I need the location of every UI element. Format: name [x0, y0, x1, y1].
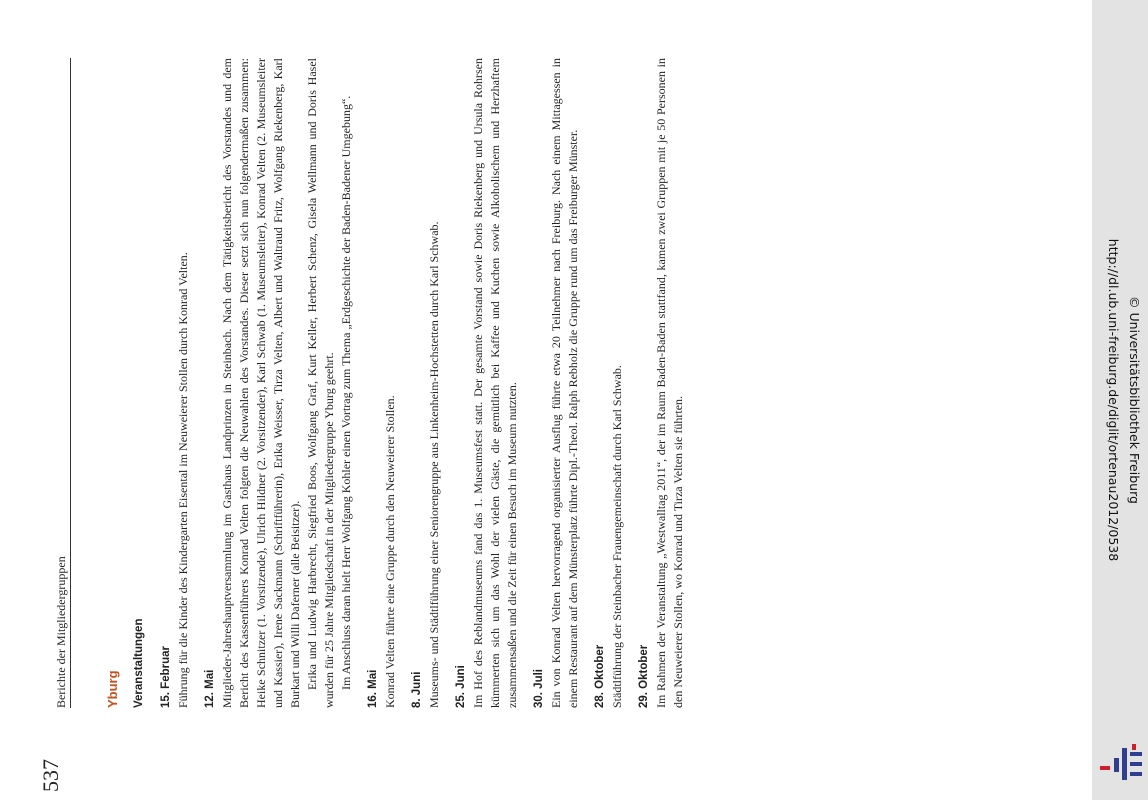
- source-url-link[interactable]: http://dl.ub.uni-freiburg.de/diglit/ortenau2012/0538: [1106, 238, 1121, 562]
- event-text: Im Rahmen der Veranstaltung „Westwalltag 2011“, der im Raum Baden-Baden stattfand, kamen zwei Gruppen mit je 50 Personen in den Neuweierer Stollen, wo Konrad und Tirza Velten sie führten.: [654, 58, 685, 708]
- event-date: 25. Juni: [455, 665, 467, 708]
- event-entry: [409, 58, 443, 708]
- event-entry: [592, 58, 626, 708]
- event-text: Mitglieder-Jahreshauptversammlung im Gasthaus Landprinzen in Steinbach. Nach dem Tätigkeitsbericht des Vorstandes und dem Bericht des Kassenführers Konrad Velten folgten die Neuwahlen des Vorstandes. Dieser setzt sich nun folgendermaßen zusammen: Heike Schnitzer (1. Vorsitzende), Ulrich Hildner (2. Vorsitzender), Karl Schwab (1. Museumsleiter), Konrad Velten (2. Museumsleiter und Kassier), Irene Sackmann (Schriftführerin), Erika Weisser, Tirza Velten, Albert und Waltraud Fritz, Wolfgang Riekenberg, Karl Burkart und Willi Daferner (alle Beisitzer).: [220, 58, 302, 708]
- event-entry: [636, 58, 687, 708]
- event-date: 12. Mai: [204, 669, 216, 708]
- event-text: Im Anschluss daran hielt Herr Wolfgang Kohler einen Vortrag zum Thema „Erdgeschichte der Baden-Badener Umgebung“.: [339, 95, 353, 690]
- event-text: Städtlführung der Steinbacher Frauengemeinschaft durch Karl Schwab.: [610, 365, 624, 708]
- event-date: 29. Oktober: [638, 644, 650, 708]
- ub-freiburg-logo-icon: [1100, 744, 1142, 784]
- event-text: Erika und Ludwig Harbrecht, Siegfried Boos, Wolfgang Graf, Kurt Keller, Herbert Schenz, Gisela Wellmann und Doris Hasel wurden für 25 Jahre Mitgliedschaft in der Mitgliedergruppe Yburg geehrt.: [305, 58, 336, 708]
- event-entry: [531, 58, 582, 708]
- event-text: Führung für die Kinder des Kindergarten Eisental im Neuweierer Stollen durch Konrad Velten.: [176, 252, 190, 708]
- header-rule: [70, 58, 71, 708]
- event-date: 28. Oktober: [594, 644, 606, 708]
- event-date: 30. Juli: [533, 669, 545, 708]
- event-text: Konrad Velten führte eine Gruppe durch den Neuweierer Stollen.: [383, 395, 397, 708]
- subheading: Veranstaltungen: [133, 618, 145, 708]
- event-entry: [202, 58, 355, 708]
- sidebar-text: [1092, 0, 1148, 800]
- event-date: 15. Februar: [160, 646, 172, 708]
- page-number: 537: [38, 759, 63, 792]
- event-text: Museums- und Städtlführung einer Seniorengruppe aus Linkenheim-Hochstetten durch Karl Schwab.: [427, 221, 441, 708]
- event-text: Ein von Konrad Velten hervorragend organisierter Ausflug führte etwa 20 Teilnehmer nach Freiburg. Nach einem Mittagessen in einem Restaurant auf dem Münsterplatz führte Dipl.-Theol. Ralph Rebholz die Gruppe rund um das Freiburger Münster.: [549, 58, 580, 708]
- event-text: Im Hof des Reblandmuseums fand das 1. Museumsfest statt. Der gesamte Vorstand sowie Doris Riekenberg und Ursula Rohrsen kümmerten sich um das Wohl der vielen Gäste, die gemütlich bei Kaffee und Kuchen sowie Alkoholischem und Herzhaftem zusammensaßen und die Zeit für einen Besuch im Museum nutzten.: [471, 58, 519, 708]
- event-date: 8. Juni: [411, 671, 423, 708]
- running-header: Berichte der Mitgliedergruppen: [54, 556, 68, 708]
- event-entry: [365, 58, 399, 708]
- copyright-notice: © Universitätsbibliothek Freiburg: [1127, 296, 1142, 504]
- section-title: Yburg: [105, 670, 120, 708]
- event-date: 16. Mai: [367, 669, 379, 708]
- event-entry: [453, 58, 521, 708]
- article-body: [104, 58, 697, 708]
- event-entry: [158, 58, 192, 708]
